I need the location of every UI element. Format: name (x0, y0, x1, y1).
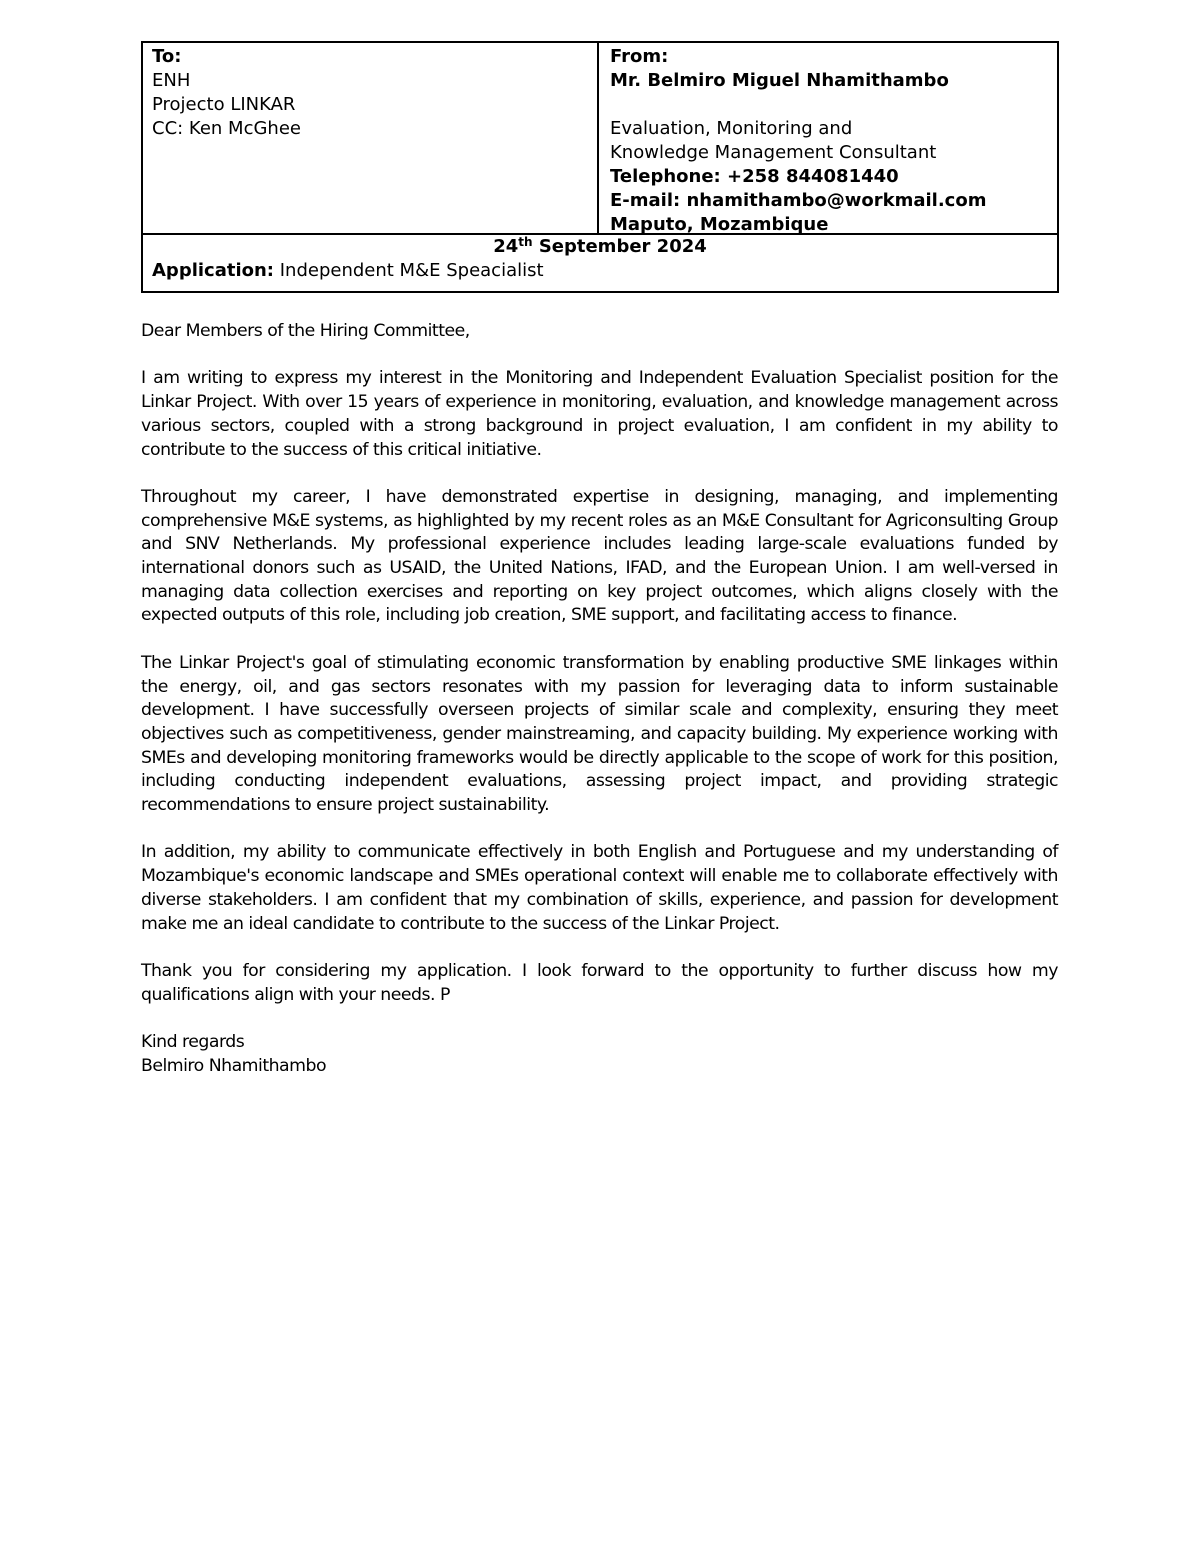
from-label: From: (610, 46, 669, 67)
from-location: Maputo, Mozambique (610, 214, 829, 235)
closing-phrase: Kind regards (141, 1032, 245, 1052)
closing-block (141, 1031, 1058, 1078)
application-line (152, 259, 1057, 283)
header-bottom-row (143, 235, 1057, 291)
to-project: Projecto LINKAR (152, 94, 296, 115)
paragraph-intro: I am writing to express my interest in the Monitoring and Independent Evaluation Specialist position for the Linkar Project. With over 15 years of experience in monitoring, evaluation, and knowledge management across various sectors, coupled with a strong background in project evaluation, I am confident in my ability to contribute to the success of this critical initiative. (141, 368, 1058, 460)
signature-name: Belmiro Nhamithambo (141, 1055, 327, 1076)
from-role: Evaluation, Monitoring and Knowledge Management Consultant (610, 118, 937, 163)
application-value: Independent M&E Speacialist (274, 260, 544, 281)
paragraph-experience: Throughout my career, I have demonstrated expertise in designing, managing, and implementing comprehensive M&E systems, as highlighted by my recent roles as an M&E Consultant for Agriconsulting Group and SNV Netherlands. My professional experience includes leading large-scale evaluations funded by international donors such as USAID, the United Nations, IFAD, and the European Union. I am well-versed in managing data collection exercises and reporting on key project outcomes, which aligns closely with the expected outputs of this role, including job creation, SME support, and facilitating access to finance. (141, 486, 1058, 626)
to-cell (143, 43, 599, 233)
letter-date (152, 235, 1057, 259)
from-spacer (610, 93, 1057, 117)
paragraph-project-fit: The Linkar Project's goal of stimulating economic transformation by enabling productive SME linkages within the energy, oil, and gas sectors resonates with my passion for leveraging data to inform sustainable development. I have successfully overseen projects of similar scale and complexity, ensuring they meet objectives such as competitiveness, gender mainstreaming, and capacity building. My experience working with SMEs and developing monitoring frameworks would be directly applicable to the scope of work for this position, including conducting independent evaluations, assessing project impact, and providing strategic recommendations to ensure project sustainability. (141, 652, 1058, 816)
to-label: To: (152, 46, 182, 67)
paragraph-thanks: Thank you for considering my application. I look forward to the opportunity to further discuss how my qualifications align with your needs. P (141, 960, 1058, 1005)
salutation: Dear Members of the Hiring Committee, (141, 321, 470, 341)
to-cc: CC: Ken McGhee (152, 118, 301, 139)
letter-body (141, 320, 1058, 1102)
paragraph-communication: In addition, my ability to communicate effectively in both English and Portuguese and my understanding of Mozambique's economic landscape and SMEs operational context will enable me to collaborate effectively with diverse stakeholders. I am confident that my combination of skills, experience, and passion for development make me an ideal candidate to contribute to the success of the Linkar Project. (141, 842, 1058, 934)
date-day: 24 (493, 236, 519, 257)
from-name: Mr. Belmiro Miguel Nhamithambo (610, 70, 949, 91)
date-suffix: th (518, 235, 533, 249)
from-telephone: Telephone: +258 844081440 (610, 166, 899, 187)
from-cell (599, 43, 1057, 233)
to-recipient: ENH (152, 70, 191, 91)
date-month-year: September 2024 (532, 236, 707, 257)
header-top-row (143, 43, 1057, 235)
from-email: E-mail: nhamithambo@workmail.com (610, 190, 987, 211)
header-table (141, 41, 1059, 293)
application-label: Application: (152, 260, 275, 281)
